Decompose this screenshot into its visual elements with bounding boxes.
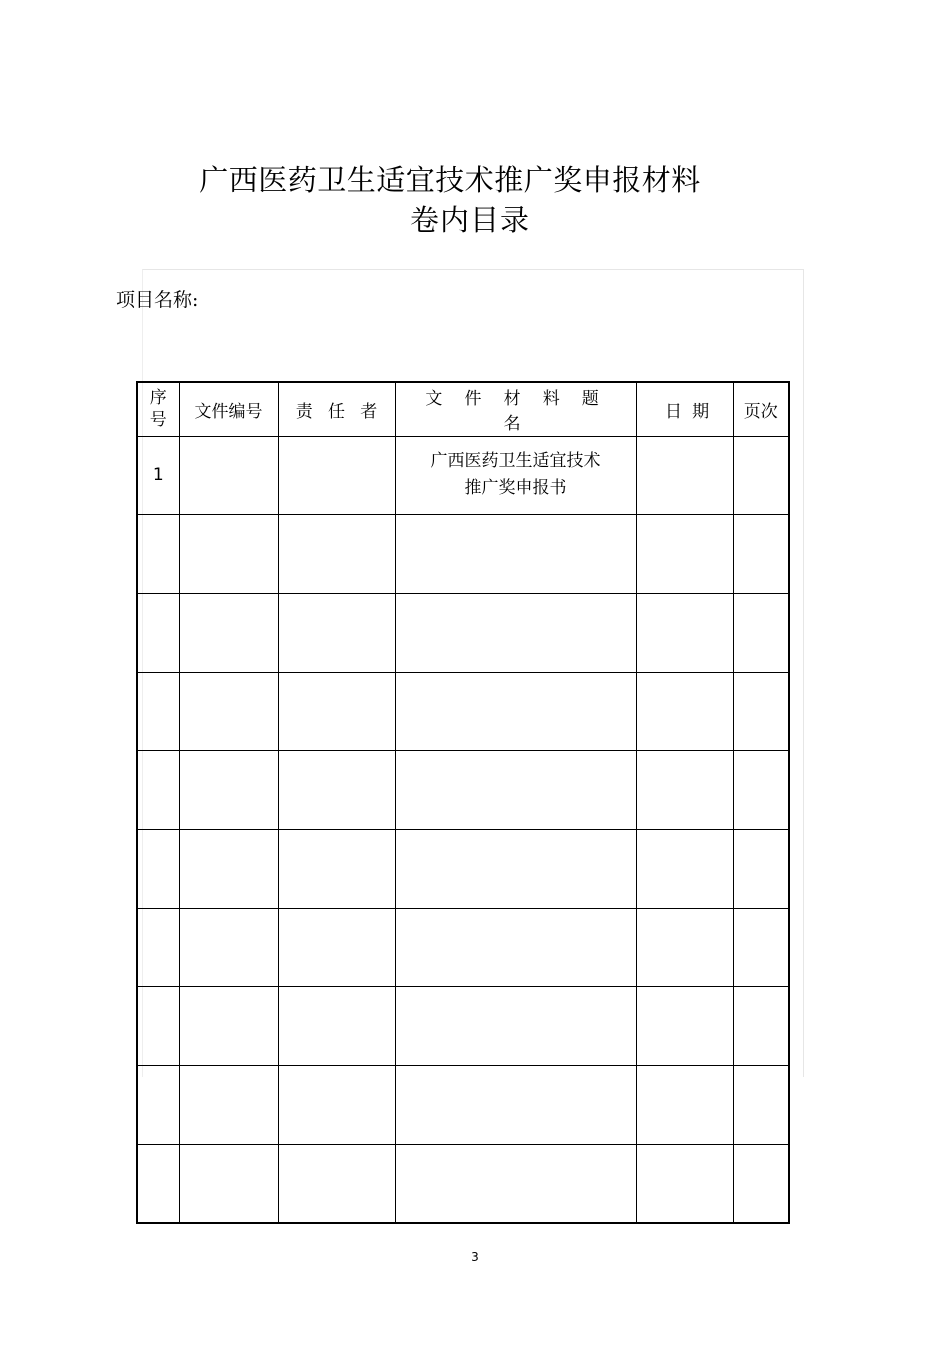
cell-file-no xyxy=(179,987,278,1066)
cell-responsible xyxy=(278,515,395,594)
project-name-label: 项目名称: xyxy=(116,289,199,311)
cell-seq xyxy=(137,751,179,830)
cell-responsible xyxy=(278,436,395,515)
cell-file-title xyxy=(395,751,636,830)
cell-file-title xyxy=(395,593,636,672)
cell-seq xyxy=(137,593,179,672)
cell-file-no xyxy=(179,751,278,830)
file-title-line-1: 广西医药卫生适宜技术 xyxy=(430,451,601,472)
header-file-no: 文件编号 xyxy=(179,382,278,436)
cell-date xyxy=(636,1066,733,1145)
table-row xyxy=(137,829,789,908)
header-date: 日期 xyxy=(636,382,733,436)
cell-pages xyxy=(733,829,789,908)
cell-file-title xyxy=(395,515,636,594)
cell-file-title xyxy=(395,1066,636,1145)
cell-responsible xyxy=(278,672,395,751)
cell-file-no xyxy=(179,436,278,515)
table-row xyxy=(137,1144,789,1223)
cell-date xyxy=(636,1144,733,1223)
cell-file-title xyxy=(395,672,636,751)
cell-responsible xyxy=(278,593,395,672)
cell-responsible xyxy=(278,987,395,1066)
page-number: 3 xyxy=(471,1250,479,1264)
header-seq xyxy=(137,382,179,436)
cell-pages xyxy=(733,908,789,987)
cell-file-no xyxy=(179,908,278,987)
cell-file-title xyxy=(395,987,636,1066)
table-row xyxy=(137,672,789,751)
cell-seq xyxy=(137,1144,179,1223)
cell-date xyxy=(636,672,733,751)
cell-responsible xyxy=(278,1144,395,1223)
cell-file-no xyxy=(179,672,278,751)
cell-file-title xyxy=(395,829,636,908)
file-title-line-2: 推广奖申报书 xyxy=(464,478,567,499)
cell-responsible xyxy=(278,908,395,987)
table-row xyxy=(137,593,789,672)
table-row xyxy=(137,908,789,987)
cell-file-no xyxy=(179,1066,278,1145)
cell-seq xyxy=(137,1066,179,1145)
header-file-title: 文件材料题名 xyxy=(395,382,636,436)
cell-seq xyxy=(137,908,179,987)
document-subtitle: 卷内目录 xyxy=(409,203,530,237)
cell-date xyxy=(636,829,733,908)
cell-responsible xyxy=(278,829,395,908)
cell-pages xyxy=(733,1144,789,1223)
cell-pages xyxy=(733,436,789,515)
cell-pages xyxy=(733,515,789,594)
cell-pages xyxy=(733,593,789,672)
cell-file-title xyxy=(395,1144,636,1223)
cell-pages xyxy=(733,987,789,1066)
header-seq-text: 序号 xyxy=(149,388,167,431)
table-row xyxy=(137,515,789,594)
cell-date xyxy=(636,751,733,830)
cell-date xyxy=(636,436,733,515)
cell-file-no xyxy=(179,593,278,672)
cell-seq xyxy=(137,829,179,908)
cell-responsible xyxy=(278,1066,395,1145)
cell-seq: 1 xyxy=(137,436,179,515)
cell-file-no xyxy=(179,515,278,594)
header-responsible: 责任者 xyxy=(278,382,395,436)
cell-pages xyxy=(733,751,789,830)
table-row xyxy=(137,436,789,515)
table-header-row xyxy=(137,382,789,436)
cell-file-no xyxy=(179,1144,278,1223)
cell-file-title xyxy=(395,436,636,515)
cell-responsible xyxy=(278,751,395,830)
cell-seq xyxy=(137,515,179,594)
cell-date xyxy=(636,908,733,987)
cell-date xyxy=(636,987,733,1066)
cell-file-title xyxy=(395,908,636,987)
header-pages: 页次 xyxy=(733,382,789,436)
cell-file-no xyxy=(179,829,278,908)
table-row xyxy=(137,987,789,1066)
cell-date xyxy=(636,515,733,594)
cell-seq xyxy=(137,987,179,1066)
table-row xyxy=(137,1066,789,1145)
cell-date xyxy=(636,593,733,672)
cell-pages xyxy=(733,672,789,751)
table-row xyxy=(137,751,789,830)
catalog-table xyxy=(136,381,790,1224)
cell-seq xyxy=(137,672,179,751)
document-title: 广西医药卫生适宜技术推广奖申报材料 xyxy=(199,163,701,197)
cell-pages xyxy=(733,1066,789,1145)
